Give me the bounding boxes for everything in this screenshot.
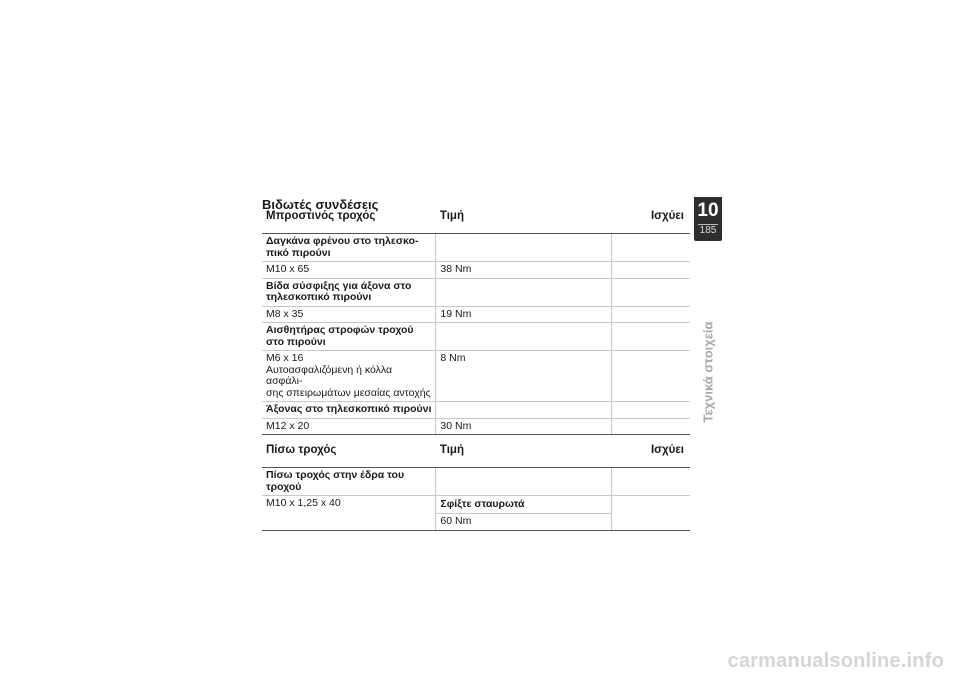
value-cell: 8 Nm (436, 351, 611, 402)
page-number: 185 (699, 225, 717, 236)
table-row (262, 496, 690, 531)
value-cell (436, 496, 611, 531)
spec-cell: M10 x 65 (262, 262, 436, 279)
front-header-valid: Ισχύει (611, 207, 690, 234)
value-cell: 30 Nm (436, 418, 611, 435)
rear-header-row (262, 435, 690, 468)
table-row (262, 323, 690, 351)
spec-cell: M12 x 20 (262, 418, 436, 435)
front-header-value: Τιμή (436, 207, 611, 234)
table-row (262, 468, 690, 496)
table-row (262, 262, 690, 279)
rear-header-valid: Ισχύει (611, 435, 690, 468)
chapter-number: 10 (697, 200, 719, 221)
page-title: Βιδωτές συνδέσεις (262, 197, 379, 212)
table-row (262, 402, 690, 419)
front-header-row (262, 207, 690, 234)
spec-cell: M10 x 1,25 x 40 (262, 496, 436, 531)
spec-cell: M6 x 16 Αυτοασφαλιζόμενη ή κόλλα ασφάλι- σης σπειρωμάτων μεσαίας αντοχής (262, 351, 436, 402)
chapter-side-label: Τεχνικά στοιχεία (700, 321, 716, 423)
component-title: Βίδα σύσφιξης για άξονα στο τηλεσκοπικό πιρούνι (262, 278, 436, 306)
value-cell: 38 Nm (436, 262, 611, 279)
front-header-component: Μπροστινός τροχός (262, 207, 436, 234)
chapter-tab (694, 197, 722, 241)
table-row (262, 418, 690, 435)
table-row (262, 306, 690, 323)
tightening-note: Σφίξτε σταυρωτά (436, 496, 610, 514)
rear-header-value: Τιμή (436, 435, 611, 468)
torque-table (262, 207, 690, 531)
component-title: Δαγκάνα φρένου στο τηλεσκο- πικό πιρούνι (262, 234, 436, 262)
watermark: carmanualsonline.info (727, 650, 944, 672)
component-title: Άξονας στο τηλεσκοπικό πιρούνι (262, 402, 436, 419)
component-title: Πίσω τροχός στην έδρα του τροχού (262, 468, 436, 496)
table-row (262, 234, 690, 262)
torque-value: 60 Nm (440, 515, 472, 527)
table-row (262, 278, 690, 306)
value-cell: 19 Nm (436, 306, 611, 323)
rear-header-component: Πίσω τροχός (262, 435, 436, 468)
component-title: Αισθητήρας στροφών τροχού στο πιρούνι (262, 323, 436, 351)
table-row (262, 351, 690, 402)
spec-cell: M8 x 35 (262, 306, 436, 323)
